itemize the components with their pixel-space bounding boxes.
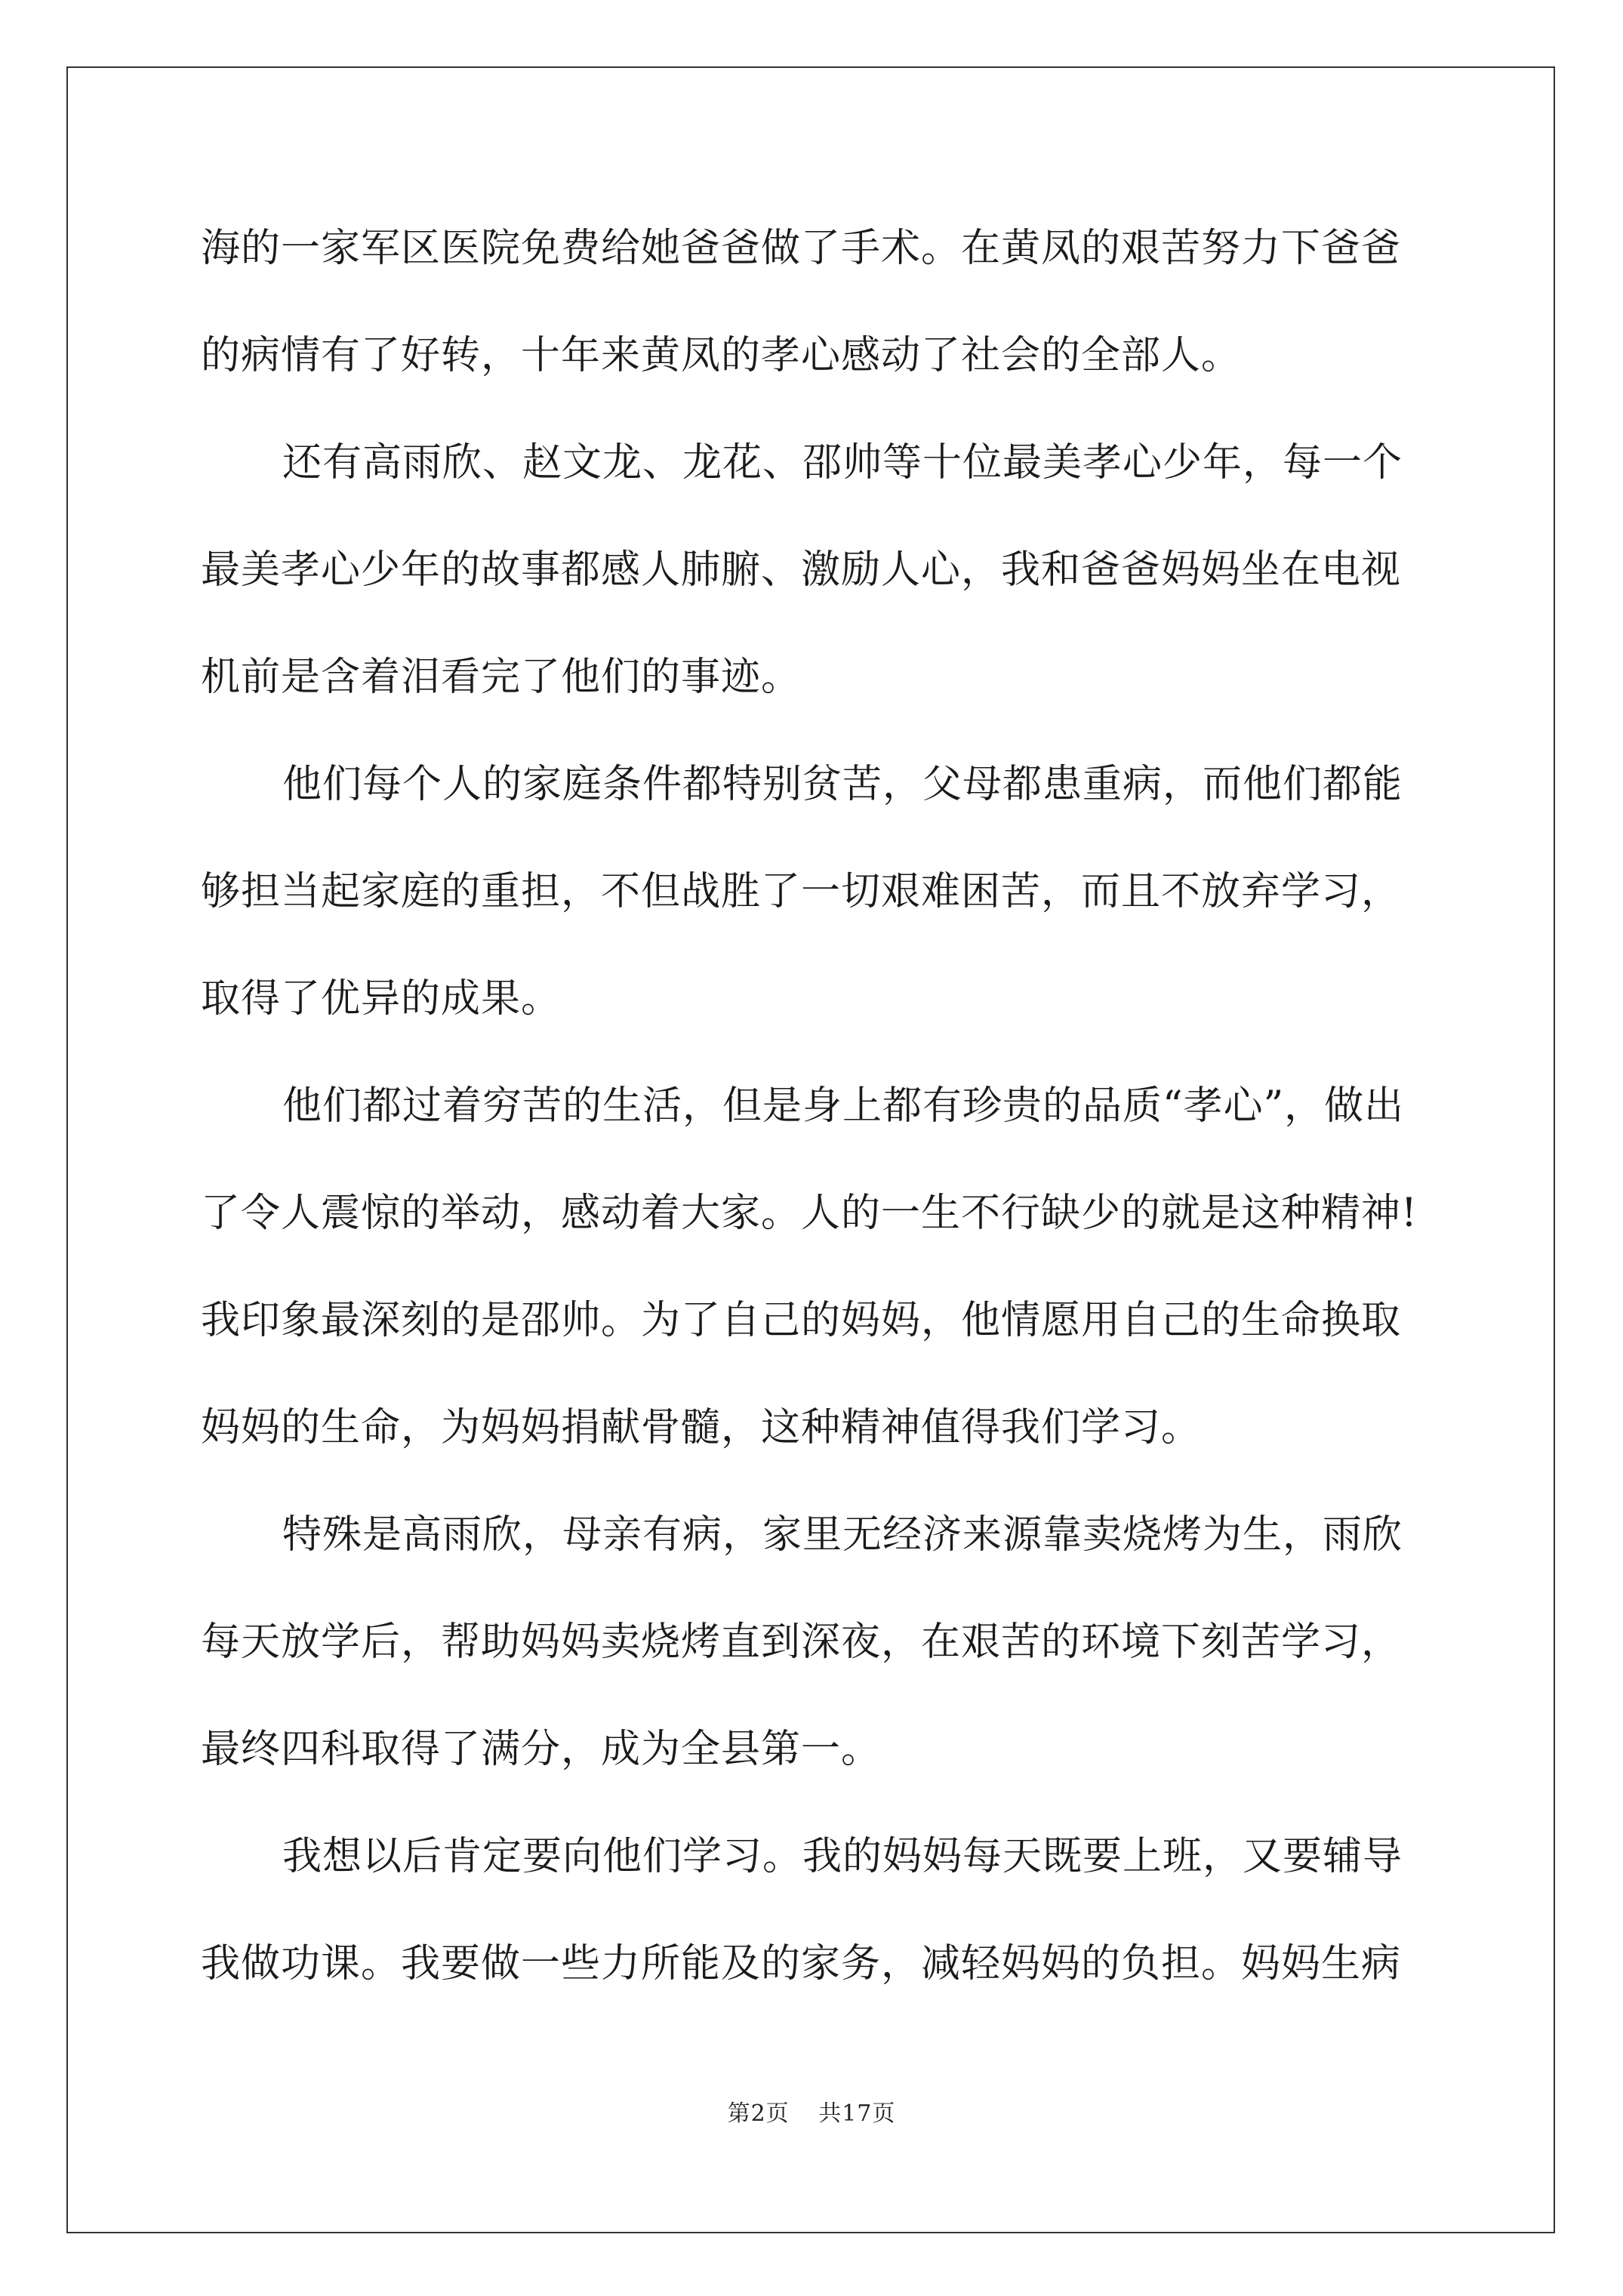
text-line: 每天放学后，帮助妈妈卖烧烤直到深夜，在艰苦的环境下刻苦学习， [201,1620,1402,1665]
paragraph-start-line: 我想以后肯定要向他们学习。我的妈妈每天既要上班，又要辅导 [282,1834,1403,1879]
page-total: 共17页 [818,2100,896,2127]
paragraph-start-line: 特殊是高雨欣，母亲有病，家里无经济来源靠卖烧烤为生，雨欣 [282,1512,1403,1558]
document-body [201,214,1424,2037]
text-line: 最终四科取得了满分，成为全县第一。 [201,1727,882,1772]
text-line: 够担当起家庭的重担，不但战胜了一切艰难困苦，而且不放弃学习， [201,869,1402,914]
paragraph-start-line: 他们都过着穷苦的生活，但是身上都有珍贵的品质“孝心”，做出 [282,1083,1405,1129]
text-line: 我做功课。我要做一些力所能及的家务，减轻妈妈的负担。妈妈生病 [201,1941,1402,1986]
text-line: 取得了优异的成果。 [201,976,562,1022]
text-line: 最美孝心少年的故事都感人肺腑、激励人心，我和爸爸妈妈坐在电视 [201,547,1402,593]
text-line: 了令人震惊的举动，感动着大家。人的一生不行缺少的就是这种精神! [201,1191,1418,1236]
text-line: 我印象最深刻的是邵帅。为了自己的妈妈，他情愿用自己的生命换取 [201,1298,1402,1343]
text-line: 海的一家军区医院免费给她爸爸做了手术。在黄凤的艰苦努力下爸爸 [201,226,1402,271]
paragraph-start-line: 他们每个人的家庭条件都特别贫苦，父母都患重病，而他们都能 [282,762,1403,807]
page-footer [0,2094,1623,2128]
text-line: 机前是含着泪看完了他们的事迹。 [201,655,802,700]
text-line: 妈妈的生命，为妈妈捐献骨髓，这种精神值得我们学习。 [201,1405,1202,1450]
paragraph-start-line: 还有高雨欣、赵文龙、龙花、邵帅等十位最美孝心少年，每一个 [282,440,1403,485]
page-number: 第2页 [727,2100,790,2127]
text-line: 的病情有了好转，十年来黄凤的孝心感动了社会的全部人。 [201,333,1242,378]
